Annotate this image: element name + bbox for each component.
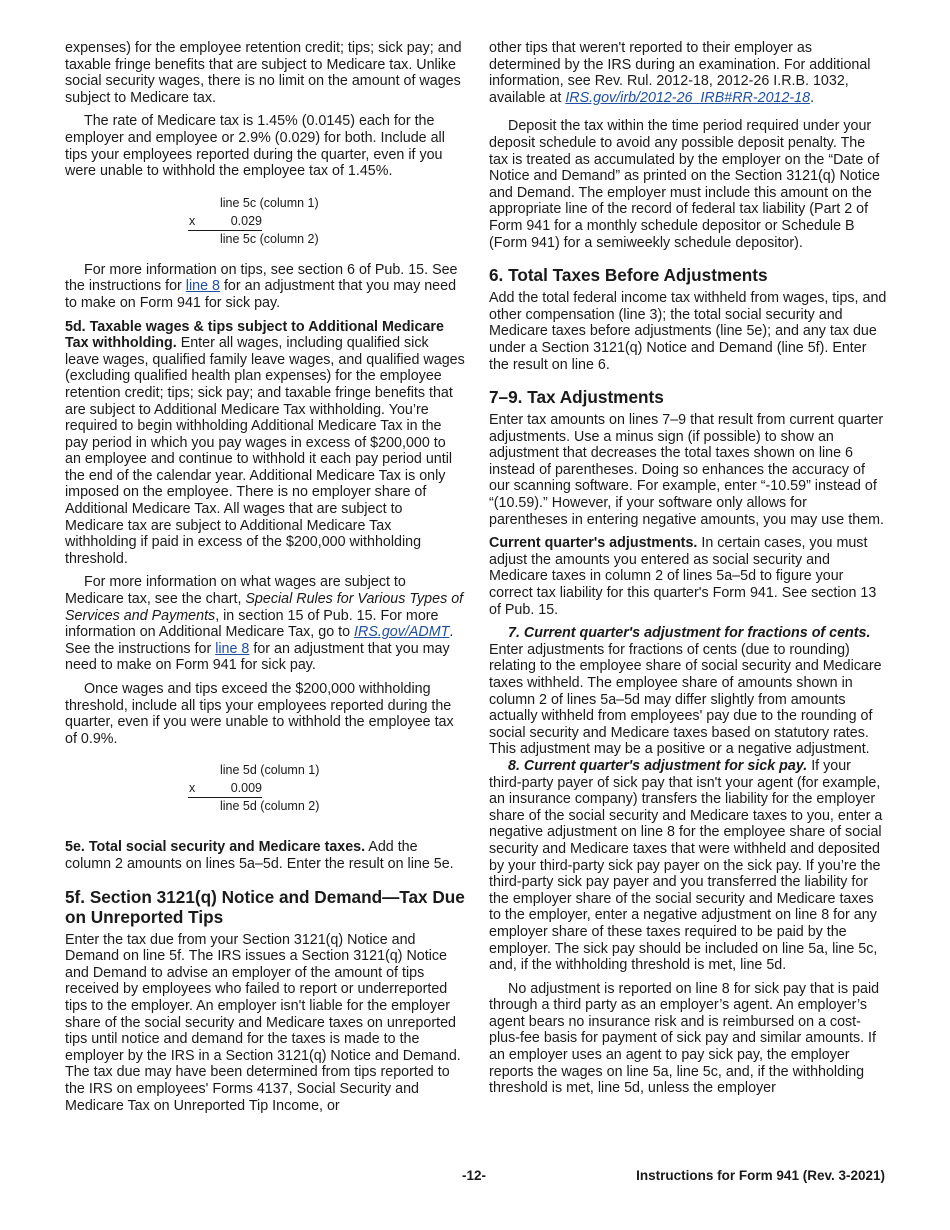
section-heading-7: 7. Current quarter's adjustment for fractions of cents. <box>508 625 871 642</box>
calc-line-col2: line 5d (column 2) <box>220 799 320 814</box>
text: for an adjustment that you may need to make on Form 941 for sick pay. <box>65 278 457 311</box>
calc-multiplier: 0.029 <box>230 213 262 228</box>
paragraph <box>489 40 887 106</box>
section-5d <box>65 319 465 568</box>
text: other tips that weren't reported to their employer as determined by the IRS during an examination. For additional information, see Rev. Rul. 2012-18, 2012-26 I.R.B. 1032, available at <box>489 40 871 106</box>
calc-line-col1: line 5d (column 1) <box>220 763 320 778</box>
calc-multiplier: 0.009 <box>230 781 262 796</box>
chart-title: Special Rules for Various Types of Services and Payments <box>65 591 464 624</box>
heading-5f: 5f. Section 3121(q) Notice and Demand—Tax Due on Unreported Tips <box>65 886 465 927</box>
right-column <box>489 40 887 1104</box>
page-number: -12- <box>462 1168 487 1183</box>
section-5e <box>65 839 465 872</box>
calc-multiply-sign: x <box>189 781 196 796</box>
text: . <box>810 89 815 106</box>
heading-6: 6. Total Taxes Before Adjustments <box>489 265 768 286</box>
paragraph: The rate of Medicare tax is 1.45% (0.0145) each for the employer and employee or 2.9% (0.029) for both. Include all tips your employees reported during the quarter, even if you were unable to withhold the employee tax of 1.45%. <box>65 113 445 180</box>
left-column <box>65 40 465 1121</box>
text: for an adjustment that you may need to make on Form 941 for sick pay. <box>65 640 450 674</box>
text: If your third-party payer of sick pay that isn't your agent (for example, an insurance company) transfers the liability for the employer share of the social security and Medicare taxes to you, enter a negative adjustment on line 8 for the employee share of social security and Medicare taxes that were withheld and deposited by your third-party sick pay payer on the sick pay. If you’re the third-party sick pay payer and you transferred the liability for the employer share of the social security and Medicare taxes to the employer, enter a negative adjustment on line 8 for any employer share of these taxes required to be paid by the employer. The sick pay should be included on line 5a, line 5c, and, if the withholding threshold is met, line 5d. <box>489 757 883 974</box>
irs-admt-link[interactable]: IRS.gov/ADMT <box>354 624 450 641</box>
paragraph: No adjustment is reported on line 8 for sick pay that is paid through a third party as an employer’s agent. An employer’s agent bears no insurance risk and is reimbursed on a cost-plus-fee basis for payment of sick pay and similar amounts. If an employer uses an agent to pay sick pay, the employer reports the wages on line 5a, line 5c, and, if the withholding threshold is met, line 5d, unless the employer <box>489 980 880 1097</box>
text: . See the instructions for <box>65 624 454 657</box>
medicare-calc-5d <box>65 761 465 819</box>
section-8 <box>489 758 887 974</box>
section-heading-5d: 5d. Taxable wages & tips subject to Additional Medicare Tax withholding. <box>65 318 444 352</box>
text: Enter all wages, including qualified sick leave wages, qualified family leave wages, and qualified wages (excluding qualified health plan expenses) for the employee retention credit; tips; sick pay; and taxable fringe benefits that are subject to Additional Medicare Tax withholding. You’re required to begin withholding Additional Medicare Tax in the pay period in which you pay wages in excess of $200,000 to an employee and continue to withhold it each pay period until the end of the calendar year. Additional Medicare Tax is only imposed on the employee. There is no employer share of Additional Medicare Tax. All wages that are subject to Medicare tax are subject to Additional Medicare Tax withholding if paid in excess of the $200,000 withholding threshold. <box>65 335 465 567</box>
paragraph: Enter the tax due from your Section 3121(q) Notice and Demand on line 5f. The IRS issues a Section 3121(q) Notice and Demand to advise an employer of the amount of tips received by employees who failed to report or underreported tips to the employer. An employer isn't liable for the employer share of the social security and Medicare taxes on unreported tips until notice and demand for the taxes is made to the employer by the IRS in a Section 3121(q) Notice and Demand. The tax due may have been determined from tips reported to the IRS on employees' Forms 4137, Social Security and Medicare Tax on Unreported Tip Income, or <box>65 931 461 1114</box>
paragraph: Deposit the tax within the time period required under your deposit schedule to avoid any possible deposit penalty. The tax is treated as accumulated by the employer on the “Date of Notice and Demand” as printed on the Section 3121(q) Notice and Demand. The employer must include this amount on the appropriate line of the record of federal tax liability (Part 2 of Form 941 for a monthly schedule depositor or Schedule B (Form 941) for a semiweekly schedule depositor). <box>489 118 881 251</box>
section-heading-8: 8. Current quarter's adjustment for sick pay. <box>508 757 808 774</box>
calc-line-col1: line 5c (column 1) <box>220 195 319 210</box>
calc-multiply-sign: x <box>189 213 196 228</box>
document-title: Instructions for Form 941 (Rev. 3-2021) <box>636 1168 885 1183</box>
medicare-calc-5c <box>65 194 465 252</box>
paragraph <box>65 574 465 674</box>
paragraph: expenses) for the employee retention credit; tips; sick pay; and taxable fringe benefits that are subject to Medicare tax. Unlike social security wages, there is no limit on the amount of wages subject to Medicare tax. <box>65 40 462 106</box>
paragraph <box>65 262 465 312</box>
current-quarter-adjustments <box>489 535 887 618</box>
text: Enter adjustments for fractions of cents (due to rounding) relating to the employee share of social security and Medicare taxes withheld. The employee share of amounts shown in column 2 of lines 5a–5d may differ slightly from amounts actually withheld from employees' pay due to the rounding of social security and Medicare taxes based on statutory rates. This adjustment may be a positive or a negative adjustment. <box>489 641 882 758</box>
calc-line-col2: line 5c (column 2) <box>220 231 319 246</box>
line-8-link[interactable]: line 8 <box>185 278 220 295</box>
paragraph: Once wages and tips exceed the $200,000 withholding threshold, include all tips your employees reported during the quarter, even if you were unable to withhold the employee tax of 0.9%. <box>65 681 454 747</box>
text: , in section 15 of Pub. 15. For more information on Additional Medicare Tax, go to <box>65 607 439 641</box>
section-7 <box>489 625 887 758</box>
text: For more information on tips, see section 6 of Pub. 15. See the instructions for <box>65 261 458 295</box>
section-heading-5e: 5e. Total social security and Medicare taxes. <box>65 839 366 856</box>
heading-7-9: 7–9. Tax Adjustments <box>489 387 664 408</box>
irs-irb-link[interactable]: IRS.gov/irb/2012-26_IRB#RR-2012-18 <box>565 89 811 106</box>
text: For more information on what wages are subject to Medicare tax, see the chart, <box>65 574 406 608</box>
text: Add the column 2 amounts on lines 5a–5d. Enter the result on line 5e. <box>65 839 454 872</box>
paragraph: Enter tax amounts on lines 7–9 that result from current quarter adjustments. Use a minus sign (if possible) to show an adjustment that decreases the total taxes shown on line 6 instead of parentheses. Doing so enhances the accuracy of our scanning software. For example, enter “-10.59” instead of “(10.59).” However, if your software only allows for parentheses in entering negative amounts, you may use them. <box>489 412 884 528</box>
paragraph: Add the total federal income tax withheld from wages, tips, and other compensation (line 3); the total social security and Medicare taxes before adjustments (line 5e); and any tax due under a Section 3121(q) Notice and Demand (line 5f). Enter the result on line 6. <box>489 290 887 373</box>
subheading: Current quarter's adjustments. <box>489 535 698 552</box>
line-8-link[interactable]: line 8 <box>215 640 250 657</box>
text: In certain cases, you must adjust the amounts you entered as social security and Medicare taxes in column 2 of lines 5a–5d to figure your correct tax liability for this quarter's Form 941. See section 13 of Pub. 15. <box>489 535 877 618</box>
